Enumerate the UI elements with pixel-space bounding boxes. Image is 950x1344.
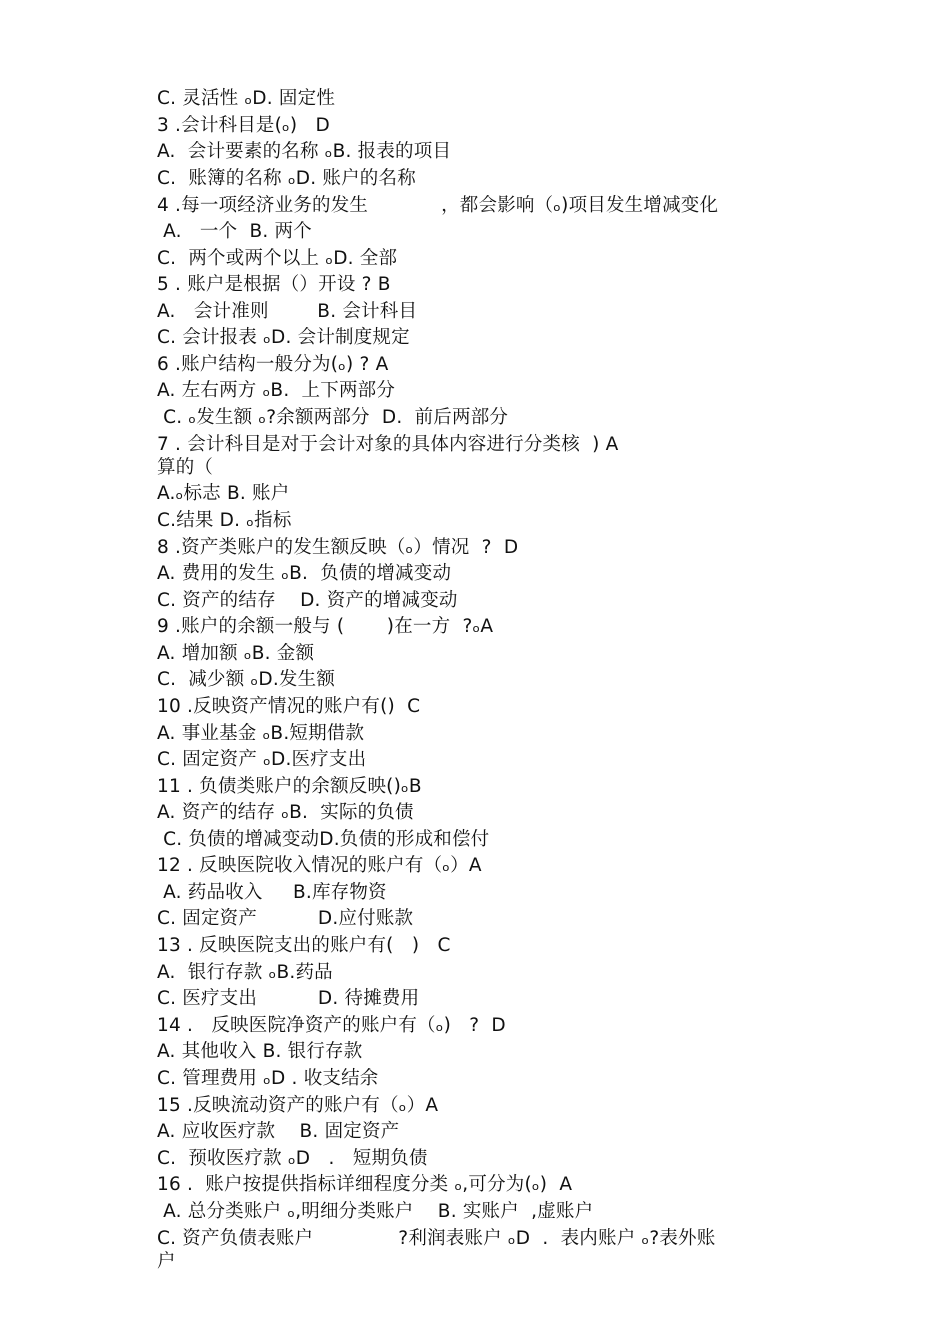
option-line: C. 固定资产 D.应付账款 [157, 908, 414, 929]
option-line-wrap: 户 [157, 1251, 176, 1272]
option-line: A. 事业基金 ₒB.短期借款 [157, 723, 365, 744]
option-line: A. 应收医疗款 B. 固定资产 [157, 1121, 400, 1142]
text-line: C. 灵活性 ₒD. 固定性 [157, 88, 336, 109]
option-line: C. 管理费用 ₒD . 收支结余 [157, 1068, 379, 1089]
option-line: C.结果 D. ₒ指标 [157, 510, 292, 531]
question-line: 13 . 反映医院支出的账户有( ) C [157, 935, 451, 956]
question-line: 4 .每一项经济业务的发生 ，都会影响（ₒ)项目发生增减变化 [157, 195, 719, 216]
option-line: C. 固定资产 ₒD.医疗支出 [157, 749, 367, 770]
option-line: A. 会计要素的名称 ₒB. 报表的项目 [157, 141, 452, 162]
option-line: A. 资产的结存 ₒB. 实际的负债 [157, 802, 414, 823]
question-line: 5 . 账户是根据（）开设 ? B [157, 274, 391, 295]
option-line: A. 总分类账户 ₒ,明细分类账户 B. 实账户 ,虚账户 [157, 1201, 594, 1222]
option-line: A. 药品收入 B.库存物资 [157, 882, 387, 903]
question-line: 3 .会计科目是(ₒ) D [157, 115, 331, 136]
option-line: C. 资产的结存 D. 资产的增减变动 [157, 590, 458, 611]
question-line: 7 . 会计科目是对于会计对象的具体内容进行分类核 ) A [157, 434, 619, 455]
question-line: 12 . 反映医院收入情况的账户有（ₒ）A [157, 855, 482, 876]
question-line: 16 . 账户按提供指标详细程度分类 ₒ,可分为(ₒ) A [157, 1174, 573, 1195]
question-line: 15 .反映流动资产的账户有（ₒ）A [157, 1095, 439, 1116]
option-line: C. 资产负债表账户 ?利润表账户 ₒD . 表内账户 ₒ?表外账 [157, 1228, 716, 1249]
question-line: 8 .资产类账户的发生额反映（ₒ）情况 ? D [157, 537, 519, 558]
option-line: A. 费用的发生 ₒB. 负债的增减变动 [157, 563, 452, 584]
option-line: C. 账簿的名称 ₒD. 账户的名称 [157, 168, 416, 189]
option-line: A. 会计准则 B. 会计科目 [157, 301, 418, 322]
option-line: A. 增加额 ₒB. 金额 [157, 643, 315, 664]
option-line: C. 医疗支出 D. 待摊费用 [157, 988, 420, 1009]
question-line-wrap: 算的（ [157, 457, 214, 478]
option-line: A. 左右两方 ₒB. 上下两部分 [157, 380, 396, 401]
option-line: C. 会计报表 ₒD. 会计制度规定 [157, 327, 410, 348]
option-line: A. 银行存款 ₒB.药品 [157, 962, 333, 983]
question-line: 14 . 反映医院净资产的账户有（ₒ) ? D [157, 1015, 506, 1036]
option-line: A.ₒ标志 B. 账户 [157, 483, 290, 504]
option-line: C. 预收医疗款 ₒD . 短期负债 [157, 1148, 428, 1169]
option-line: A. 一个 B. 两个 [157, 221, 312, 242]
question-line: 9 .账户的余额一般与 ( )在一方 ?ₒA [157, 616, 494, 637]
question-line: 11 . 负债类账户的余额反映()ₒB [157, 776, 422, 797]
question-line: 6 .账户结构一般分为(ₒ) ? A [157, 354, 389, 375]
option-line: C. 两个或两个以上 ₒD. 全部 [157, 248, 398, 269]
option-line: C. 减少额 ₒD.发生额 [157, 669, 336, 690]
option-line: C. 负债的增减变动D.负债的形成和偿付 [157, 829, 490, 850]
option-line: C. ₒ发生额 ₒ?余额两部分 D. 前后两部分 [157, 407, 509, 428]
question-line: 10 .反映资产情况的账户有() C [157, 696, 421, 717]
option-line: A. 其他收入 B. 银行存款 [157, 1041, 363, 1062]
